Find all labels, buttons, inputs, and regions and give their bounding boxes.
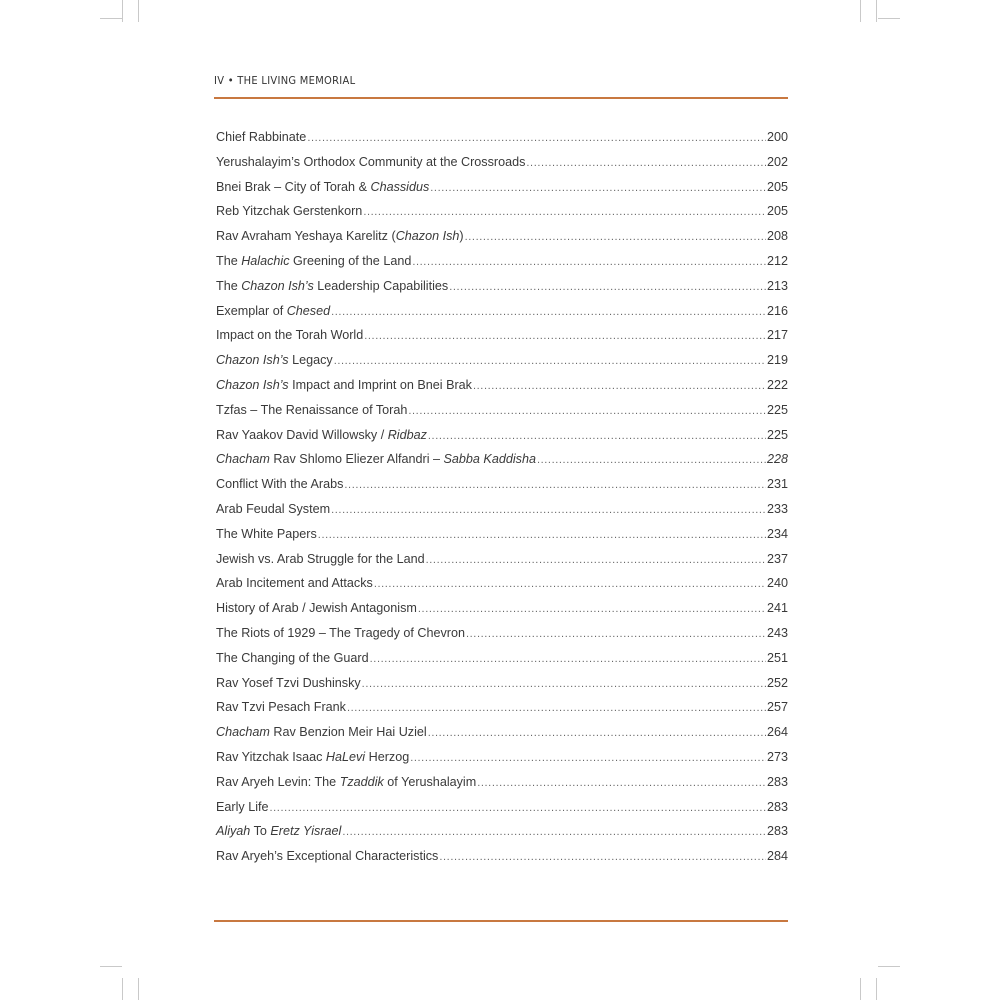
toc-title-segment: Impact and Imprint on Bnei Brak <box>288 377 472 392</box>
crop-mark <box>876 978 877 1000</box>
toc-page-number: 231 <box>766 477 788 492</box>
toc-page-number: 233 <box>766 501 788 516</box>
toc-entry[interactable] <box>216 745 788 770</box>
toc-leader-dots <box>477 770 766 796</box>
toc-page-number: 243 <box>766 625 788 640</box>
toc-leader-dots <box>537 447 766 473</box>
toc-page-number: 222 <box>766 377 788 392</box>
crop-mark <box>122 978 123 1000</box>
toc-entry-title <box>216 348 333 373</box>
toc-entry-title <box>216 497 330 522</box>
toc-title-segment: Rav Aryeh’s Exceptional Characteristics <box>216 849 439 864</box>
toc-leader-dots <box>342 819 766 845</box>
toc-page-number: 205 <box>766 179 788 194</box>
crop-mark <box>138 0 139 22</box>
toc-title-segment: Rav Yosef Tzvi Dushinsky <box>216 675 361 690</box>
toc-entry[interactable] <box>216 621 788 646</box>
footer-rule <box>214 920 788 922</box>
toc-leader-dots <box>344 472 766 498</box>
toc-entry[interactable] <box>216 299 788 324</box>
toc-page-number: 213 <box>766 278 788 293</box>
toc-title-segment: The Riots of 1929 – The Tragedy of Chevron <box>216 625 465 640</box>
toc-leader-dots <box>418 596 766 622</box>
toc-entry[interactable] <box>216 770 788 795</box>
toc-title-italic-segment: Chesed <box>286 303 331 318</box>
running-head: IV • THE LIVING MEMORIAL <box>214 74 356 87</box>
toc-leader-dots <box>473 373 766 399</box>
crop-mark <box>860 0 861 22</box>
toc-title-segment: Rav Tzvi Pesach Frank <box>216 700 346 715</box>
toc-title-segment: Conflict With the Arabs <box>216 477 344 492</box>
toc-title-italic-segment: Chazon Ish’s <box>216 353 289 368</box>
toc-entry[interactable] <box>216 695 788 720</box>
toc-title-segment: Greening of the Land <box>289 253 412 268</box>
toc-title-italic-segment: Tzaddik <box>339 774 384 789</box>
toc-title-segment: Rav Benzion Meir Hai Uziel <box>269 725 427 740</box>
toc-entry[interactable] <box>216 199 788 224</box>
toc-entry[interactable] <box>216 596 788 621</box>
toc-leader-dots <box>439 844 766 870</box>
crop-mark <box>878 18 900 19</box>
toc-leader-dots <box>331 497 766 523</box>
toc-title-segment: Rav Yitzchak Isaac <box>216 749 326 764</box>
toc-entry-title <box>216 844 438 869</box>
toc-leader-dots <box>362 671 766 697</box>
toc-title-segment: Herzog <box>365 749 410 764</box>
toc-title-italic-segment: Sabba Kaddisha <box>443 452 536 467</box>
toc-leader-dots <box>364 323 766 349</box>
toc-title-segment: Leadership Capabilities <box>313 278 449 293</box>
toc-title-segment: Rav Yaakov David Willowsky / <box>216 427 388 442</box>
toc-entry[interactable] <box>216 646 788 671</box>
toc-entry-title <box>216 522 317 547</box>
toc-entry-title <box>216 671 361 696</box>
toc-page-number: 217 <box>766 328 788 343</box>
toc-entry-title <box>216 423 427 448</box>
toc-entry-title <box>216 299 330 324</box>
toc-entry-title <box>216 547 425 572</box>
crop-mark <box>100 966 122 967</box>
toc-title-segment: Early Life <box>216 799 269 814</box>
toc-title-segment: Reb Yitzchak Gerstenkorn <box>216 204 363 219</box>
toc-entry-title <box>216 695 346 720</box>
toc-leader-dots <box>430 175 766 201</box>
toc-leader-dots <box>334 348 766 374</box>
toc-title-segment: The White Papers <box>216 526 317 541</box>
toc-page-number: 212 <box>766 253 788 268</box>
toc-leader-dots <box>370 646 766 672</box>
toc-leader-dots <box>347 695 766 721</box>
toc-page-number: 228 <box>766 452 788 467</box>
toc-entry[interactable] <box>216 447 788 472</box>
toc-title-segment: Rav Avraham Yeshaya Karelitz ( <box>216 229 396 244</box>
toc-title-segment: Rav Shlomo Eliezer Alfandri – <box>269 452 444 467</box>
toc-leader-dots <box>526 150 766 176</box>
toc-leader-dots <box>410 745 766 771</box>
toc-title-segment: Legacy <box>288 353 333 368</box>
toc-entry-title <box>216 646 369 671</box>
toc-entry-title <box>216 621 465 646</box>
toc-entry-title <box>216 745 409 770</box>
toc-page-number: 252 <box>766 675 788 690</box>
toc-title-segment: Rav Aryeh Levin: The <box>216 774 340 789</box>
toc-page-number: 240 <box>766 576 788 591</box>
toc-entry[interactable] <box>216 423 788 448</box>
toc-leader-dots <box>412 249 766 275</box>
toc-title-italic-segment: Chazon Ish’s <box>241 278 314 293</box>
toc-page-number: 234 <box>766 526 788 541</box>
table-of-contents <box>216 125 788 869</box>
toc-entry-title <box>216 571 373 596</box>
toc-entry-title <box>216 249 411 274</box>
toc-title-italic-segment: Aliyah <box>216 824 251 839</box>
toc-title-italic-segment: Chacham <box>216 452 270 467</box>
toc-page-number: 264 <box>766 725 788 740</box>
toc-page-number: 208 <box>766 229 788 244</box>
toc-leader-dots <box>466 621 766 647</box>
toc-entry-title <box>216 274 448 299</box>
toc-entry[interactable] <box>216 472 788 497</box>
toc-title-segment: Bnei Brak – City of Torah & <box>216 179 371 194</box>
toc-title-segment: Arab Feudal System <box>216 501 331 516</box>
toc-entry-title <box>216 398 407 423</box>
toc-page-number: 283 <box>766 799 788 814</box>
toc-title-italic-segment: HaLevi <box>325 749 366 764</box>
toc-page-number: 241 <box>766 601 788 616</box>
toc-entry-title <box>216 150 525 175</box>
toc-title-segment: To <box>250 824 271 839</box>
crop-mark <box>860 978 861 1000</box>
toc-title-italic-segment: Chazon Ish’s <box>216 377 289 392</box>
crop-mark <box>100 18 122 19</box>
toc-entry-title <box>216 596 417 621</box>
toc-entry[interactable] <box>216 348 788 373</box>
crop-mark <box>122 0 123 22</box>
toc-title-italic-segment: Chazon Ish <box>395 229 460 244</box>
header-rule <box>214 97 788 99</box>
toc-page-number: 273 <box>766 749 788 764</box>
toc-leader-dots <box>449 274 766 300</box>
toc-entry[interactable] <box>216 224 788 249</box>
toc-title-italic-segment: Ridbaz <box>387 427 427 442</box>
toc-entry[interactable] <box>216 150 788 175</box>
toc-page-number: 283 <box>766 774 788 789</box>
toc-title-segment: Chief Rabbinate <box>216 130 307 144</box>
toc-entry-title <box>216 770 476 795</box>
toc-title-segment: History of Arab / Jewish Antagonism <box>216 601 417 616</box>
toc-entry[interactable] <box>216 671 788 696</box>
toc-entry[interactable] <box>216 175 788 200</box>
toc-leader-dots <box>318 522 766 548</box>
toc-title-segment: Exemplar of <box>216 303 287 318</box>
toc-entry[interactable] <box>216 497 788 522</box>
toc-page-number: 202 <box>766 154 788 169</box>
toc-leader-dots <box>331 299 766 325</box>
toc-page-number: 216 <box>766 303 788 318</box>
toc-entry[interactable] <box>216 522 788 547</box>
toc-title-segment: Yerushalayim’s Orthodox Community at the Crossroads <box>216 154 526 169</box>
toc-entry[interactable] <box>216 844 788 869</box>
toc-entry-title <box>216 199 362 224</box>
toc-entry-title <box>216 175 429 200</box>
toc-entry-title <box>216 720 427 745</box>
toc-title-segment: ) <box>459 229 464 244</box>
toc-title-segment: Impact on the Torah World <box>216 328 364 343</box>
toc-title-segment: The <box>216 253 242 268</box>
toc-entry[interactable] <box>216 547 788 572</box>
toc-title-segment: of Yerushalayim <box>383 774 477 789</box>
toc-entry-title <box>216 795 269 820</box>
crop-mark <box>138 978 139 1000</box>
toc-title-segment: The <box>216 278 242 293</box>
toc-entry[interactable] <box>216 398 788 423</box>
toc-leader-dots <box>307 125 766 151</box>
toc-page-number: 257 <box>766 700 788 715</box>
toc-title-segment: Tzfas – The Renaissance of Torah <box>216 402 408 417</box>
crop-mark <box>876 0 877 22</box>
toc-title-italic-segment: Chacham <box>216 725 270 740</box>
toc-entry[interactable] <box>216 571 788 596</box>
toc-page-number: 225 <box>766 427 788 442</box>
toc-page-number: 284 <box>766 849 788 864</box>
toc-page-number: 225 <box>766 402 788 417</box>
toc-entry[interactable] <box>216 720 788 745</box>
toc-leader-dots <box>363 199 766 225</box>
toc-page-number: 237 <box>766 551 788 566</box>
toc-entry-title <box>216 224 464 249</box>
toc-title-segment: The Changing of the Guard <box>216 650 369 665</box>
toc-page-number: 205 <box>766 204 788 219</box>
toc-entry[interactable] <box>216 249 788 274</box>
toc-entry-title <box>216 323 363 348</box>
toc-leader-dots <box>270 795 766 821</box>
toc-entry-title <box>216 447 536 472</box>
toc-entry-title <box>216 373 472 398</box>
toc-title-italic-segment: Halachic <box>241 253 290 268</box>
toc-leader-dots <box>428 423 766 449</box>
toc-entry[interactable] <box>216 373 788 398</box>
toc-entry[interactable] <box>216 274 788 299</box>
toc-entry[interactable] <box>216 819 788 844</box>
toc-leader-dots <box>465 224 766 250</box>
toc-entry-title <box>216 125 306 150</box>
toc-page-number: 251 <box>766 650 788 665</box>
toc-title-italic-segment: Eretz Yisrael <box>270 824 342 839</box>
toc-leader-dots <box>428 720 766 746</box>
toc-title-segment: Jewish vs. Arab Struggle for the Land <box>216 551 425 566</box>
toc-title-segment: Arab Incitement and Attacks <box>216 576 373 591</box>
toc-entry[interactable] <box>216 795 788 820</box>
toc-title-italic-segment: Chassidus <box>370 179 430 194</box>
toc-leader-dots <box>408 398 766 424</box>
toc-entry-title <box>216 819 341 844</box>
toc-page-number: 219 <box>766 353 788 368</box>
toc-page-number: 200 <box>766 130 788 144</box>
toc-entry-title <box>216 472 343 497</box>
toc-leader-dots <box>426 547 766 573</box>
crop-mark <box>878 966 900 967</box>
toc-leader-dots <box>374 571 766 597</box>
toc-entry[interactable] <box>216 323 788 348</box>
toc-entry[interactable] <box>216 125 788 150</box>
toc-page-number: 283 <box>766 824 788 839</box>
